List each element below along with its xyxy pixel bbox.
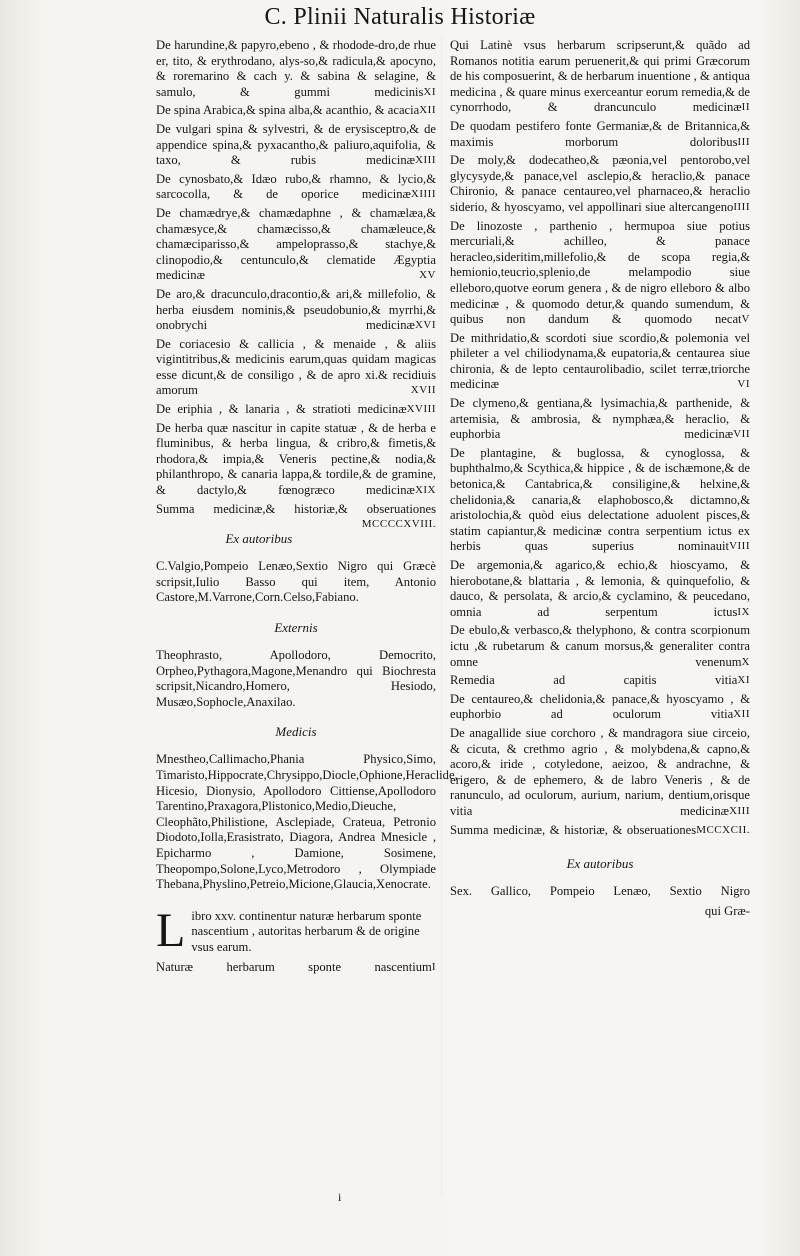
toc-entry [156, 501, 436, 531]
medicis-paragraph: Mnestheo,Callimacho,Phania Physico,Simo, Timaristo,Hippocrate,Chrysippo,Diocle,Ophione,Heraclide, Hicesio, Dionysio, Apollodoro Cittiense,Apollodoro Tarentino,Praxagora,Plistonico,Medio,Dieuche, Cleophãto,Philistione, Asclepiade, Crateua, Petronio Diodoto,Iolla,Erasistrato, Diagora, Andrea Mnesicle , Epicharmo , Damione, Sosimene, Theopompo,Solone,Lyco,Metrodoro , Olympiade Thebana,Physlino,Petreio,Micione,Glaucia,Xenocrate. [156, 752, 458, 892]
entry-text: De quodam pestifero fonte Germaniæ,& de Britannica,& maximis morborum doloribus [450, 118, 750, 149]
right-entry-list [450, 38, 750, 838]
running-header: C. Plinii Naturalis Historiæ [264, 4, 536, 30]
chapter-number: XI [737, 674, 750, 687]
toc-entry [156, 206, 436, 284]
entry-text: Summa medicinæ,& historiæ,& obseruationes [156, 501, 436, 516]
entry-text: De plantagine, & buglossa, & cynoglossa, & buphthalmo,& Scythica,& hippice , & de ischæmone,& de betonica,& Cantabrica,& consiligine,& helxine,& chelidonia,& canaria,& elaphobosco,& dictamno,& aristolochia,& quòd eius delectatione aduolent pisces,& statim capiantur,& medicinæ contra serpentium ictus ex herbis quas superius nominauit [450, 445, 750, 554]
entry-text: De herba quæ nascitur in capite statuæ , & de herba e fluminibus, & herba lingua, & cribro,& fimetis,& rhodora,& impia,& Veneris pectine,& nodia,& philanthropo, & canaria lappa,& tordile,& de gramine, & dactylo,& fœnogræco medicinæ [156, 420, 436, 498]
chapter-number: VII [733, 428, 750, 441]
toc-entry [450, 446, 750, 555]
toc-entry [450, 219, 750, 328]
toc-entry [450, 119, 750, 150]
left-column [156, 38, 458, 978]
chapter-number: XII [419, 104, 436, 117]
entry-text: De cynosbato,& Idæo rubo,& rhamno, & lycio,& sarcocolla, & de oporice medicinæ [156, 171, 436, 202]
toc-entry [450, 331, 750, 393]
chapter-number: MCCCCXVIII. [361, 518, 436, 531]
chapter-number: XIIII [410, 188, 436, 201]
toc-entry [156, 337, 436, 399]
ex-autoribus-heading-2: Ex autoribus [566, 856, 634, 872]
toc-entry [450, 823, 750, 839]
chapter-number: III [737, 135, 750, 148]
chapter-number: XI [423, 85, 436, 98]
entry-text: De vulgari spina & sylvestri, & de erysisceptro,& de appendice spina,& pyxacantho,& paliuro,aquifolia, & taxo, & rubis medicinæ [156, 121, 436, 168]
entry-text: De chamædrye,& chamædaphne , & chamælæa,& chamæsyce,& chamæcisso,& chamæleuce,& chamæciparisso,& ampeloprasso,& stachye,& clinopodio,& centunculo,& clematide Ægyptia medicinæ [156, 205, 436, 283]
entry-text: De ebulo,& verbasco,& thelyphono, & contra scorpionum ictu ,& rubetarum & canum morsus,& generaliter contra omne venenum [450, 623, 750, 669]
chapter-number: XIII [415, 154, 436, 167]
chapter-number: XVIII [406, 403, 436, 416]
right-column [450, 38, 750, 923]
autores-paragraph: C.Valgio,Pompeio Lenæo,Sextio Nigro qui Græcè scripsit,Iulio Basso qui item, Antonio Castore,M.Varrone,Corn.Celso,Fabiano. [156, 559, 436, 605]
entry-text: De clymeno,& gentiana,& lysimachia,& parthenide, & artemisia, & ambrosia, & nymphæa,& heraclio, & euphorbia medicinæ [450, 396, 750, 442]
entry-text: De harundine,& papyro,ebeno , & rhodode-dro,de rhue er, tito, & erythrodano, alys-so,& radicula,& apocyno, & roremarino & cach y. & sabina & selagine, & samulo, & gummi medicinis [156, 38, 436, 99]
left-entry-list [156, 38, 436, 531]
chapter-number: VIII [729, 540, 750, 553]
toc-entry [156, 38, 436, 100]
toc-entry [450, 726, 750, 820]
chapter-number: VI [737, 378, 750, 391]
chapter-number: XVII [410, 384, 436, 397]
toc-entry [450, 558, 750, 620]
chapter-number: II [741, 101, 750, 114]
drop-capital: L [156, 903, 186, 957]
toc-entry [450, 623, 750, 670]
entry-text: De linozoste , parthenio , hermupoa siue potius mercuriali,& achilleo, & panace heracleo,sideritim,millefolio,& de scopa regia,& hemionio,teucrio,splenio,de melampodio siue elleboro,quotve eorum genera , & de nigro elleboro & albo medicinæ , & quomodo detur,& quando sumendum, & quibus non dandum & quomodo necat [450, 218, 750, 327]
chapter-number: XIII [729, 804, 750, 817]
final-line: Sex. Gallico, Pompeio Lenæo, Sextio Nigro [450, 884, 750, 899]
toc-entry [156, 421, 436, 499]
chapter-number: XV [419, 269, 436, 282]
entry-text: Naturæ herbarum sponte nascentium [156, 959, 432, 974]
toc-entry [450, 692, 750, 723]
toc-entry [450, 396, 750, 443]
toc-entry [156, 402, 436, 418]
entry-text: Remedia ad capitis vitia [450, 673, 738, 688]
toc-entry [450, 38, 750, 116]
entry-text: De mithridatio,& scordoti siue scordio,& polemonia vel phileter a vel chiliodynama,& eupatoria,& centaurea siue chironia, & de lepto centaurolibadio, scilet terræ,triorche medicinæ [450, 330, 750, 392]
entry-text: Qui Latinè vsus herbarum scripserunt,& quãdo ad Romanos notitia earum peruenerit,& qui primi Græcorum de his composuerint, & de herbarum inuentione , & antiqua medicina , & quare minus exerceantur eorum remedia,& de cynorrhodo, & drancunculo medicinæ [450, 38, 750, 115]
entry-text: De aro,& dracunculo,dracontio,& ari,& millefolio, & herba eiusdem nominis,& pseudobunio,& myrrhi,& onobrychi medicinæ [156, 286, 436, 333]
ex-autoribus-heading: Ex autoribus [225, 531, 293, 547]
libro-intro-text: ibro xxv. continentur naturæ herbarum sponte nascentium , autoritas herbarum & de origine vsus earum. [191, 908, 422, 954]
column-gutter [441, 36, 442, 1196]
chapter-number: MCCXCII. [696, 823, 750, 836]
chapter-number: XII [733, 708, 750, 721]
entry-text: De moly,& dodecatheo,& pæonia,vel pentorobo,vel glycysyde,& panace,vel asclepio,& heraclio,& panace Chironio, & panace centaureo,vel pharnaceo,& heraclio siderio, & hyoscyamo, vel appollinari siue altercangeno [450, 153, 750, 214]
chapter-number: IX [737, 605, 750, 618]
toc-entry [156, 103, 436, 119]
catchword: qui Græ- [704, 903, 750, 918]
toc-entry [156, 172, 436, 203]
chapter-number: V [741, 313, 750, 326]
entry-text: De eriphia , & lanaria , & stratioti medicinæ [156, 402, 407, 417]
entry-text: De anagallide siue corchoro , & mandragora siue circeio, & cicuta, & crethmo agrio , & molybdena,& capno,& acoro,& iride , cotyledone, aeizoo, & andrachne, & erigero, & de ephemero, & de labro Veneris , & de ranunculo, ad oculorum, aurium, narium, dentium,orisque vitia medicinæ [450, 725, 750, 818]
natura-entry [156, 960, 436, 976]
entry-text: De coriacesio & callicia , & menaide , & aliis vigintitribus,& medicinis earum,quas quidam magicas esse dicunt,& de consiligo , & de apro xi.& recidiuis amorum [156, 336, 436, 398]
entry-text: De argemonia,& agarico,& echio,& hioscyamo, & hierobotane,& blattaria , & lemonia, & quinquefolio, & dauco, & persolata, & arcio,& cyclamino, & peucedano, omnia ad serpentum ictus [450, 558, 750, 619]
entry-text: De centaureo,& chelidonia,& panace,& hyoscyamo , & euphorbio ad oculorum vitia [450, 691, 750, 722]
entry-text: Summa medicinæ, & historiæ, & obseruationes [450, 822, 697, 837]
chapter-number: XIX [414, 484, 436, 497]
chapter-number: X [741, 655, 750, 668]
toc-entry [156, 287, 436, 334]
toc-entry [156, 122, 436, 169]
chapter-number: I [431, 960, 436, 973]
toc-entry [450, 153, 750, 215]
libro-xxv-intro [156, 903, 436, 957]
chapter-number: XVI [414, 319, 436, 332]
chapter-number: IIII [733, 200, 750, 213]
entry-text: De spina Arabica,& spina alba,& acanthio, & acacia [156, 103, 420, 118]
toc-entry [450, 673, 750, 689]
bottom-mark: i [338, 1190, 342, 1204]
externis-paragraph: Theophrasto, Apollodoro, Democrito, Orpheo,Pythagora,Magone,Menandro qui Biochresta scripsit,Nicandro,Homero, Hesiodo, Musæo,Sophocle,Anaxilao. [156, 648, 436, 709]
externis-heading: Externis [274, 620, 318, 635]
medicis-heading: Medicis [275, 724, 317, 740]
